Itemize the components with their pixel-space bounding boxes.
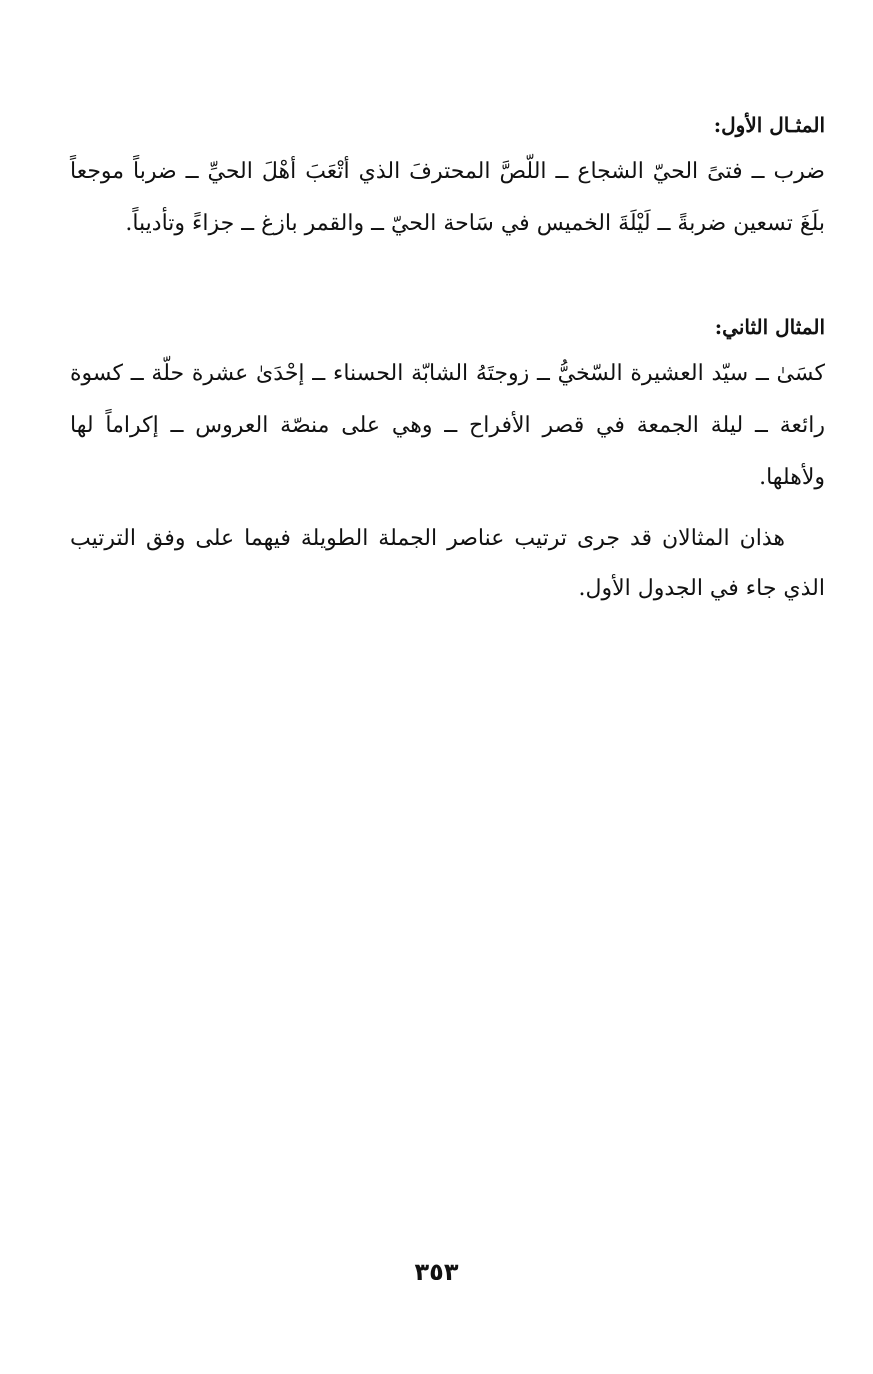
page-content <box>70 110 825 614</box>
page-number: ٣٥٣ <box>414 1258 459 1286</box>
example-one-text: ضرب ــ فتىً الحيّ الشجاع ــ اللّصَّ المحترفَ الذي أتْعَبَ أهْلَ الحيِّ ــ ضرباً موجعاً بلَغَ تسعين ضربةً ــ لَيْلَةَ الخميس في سَاحة الحيّ ــ والقمر بازغ ــ جزاءً وتأديباً. <box>70 159 825 236</box>
example-one <box>70 110 825 250</box>
example-two-heading: المثال الثاني: <box>714 315 825 339</box>
example-two <box>70 312 825 504</box>
example-two-text: كسَىٰ ــ سيّد العشيرة السّخيُّ ــ زوجتَهُ الشابّة الحسناء ــ إحْدَىٰ عشرة حلّة ــ كسوة رائعة ــ ليلة الجمعة في قصر الأفراح ــ وهي على منصّة العروس ــ إكراماً لها ولأهلها. <box>70 361 825 490</box>
closing-paragraph: هذان المثالان قد جرى ترتيب عناصر الجملة الطويلة فيهما على وفق الترتيب الذي جاء في الجدول الأول. <box>70 526 825 601</box>
example-one-heading: المثـال الأول: <box>713 113 825 137</box>
